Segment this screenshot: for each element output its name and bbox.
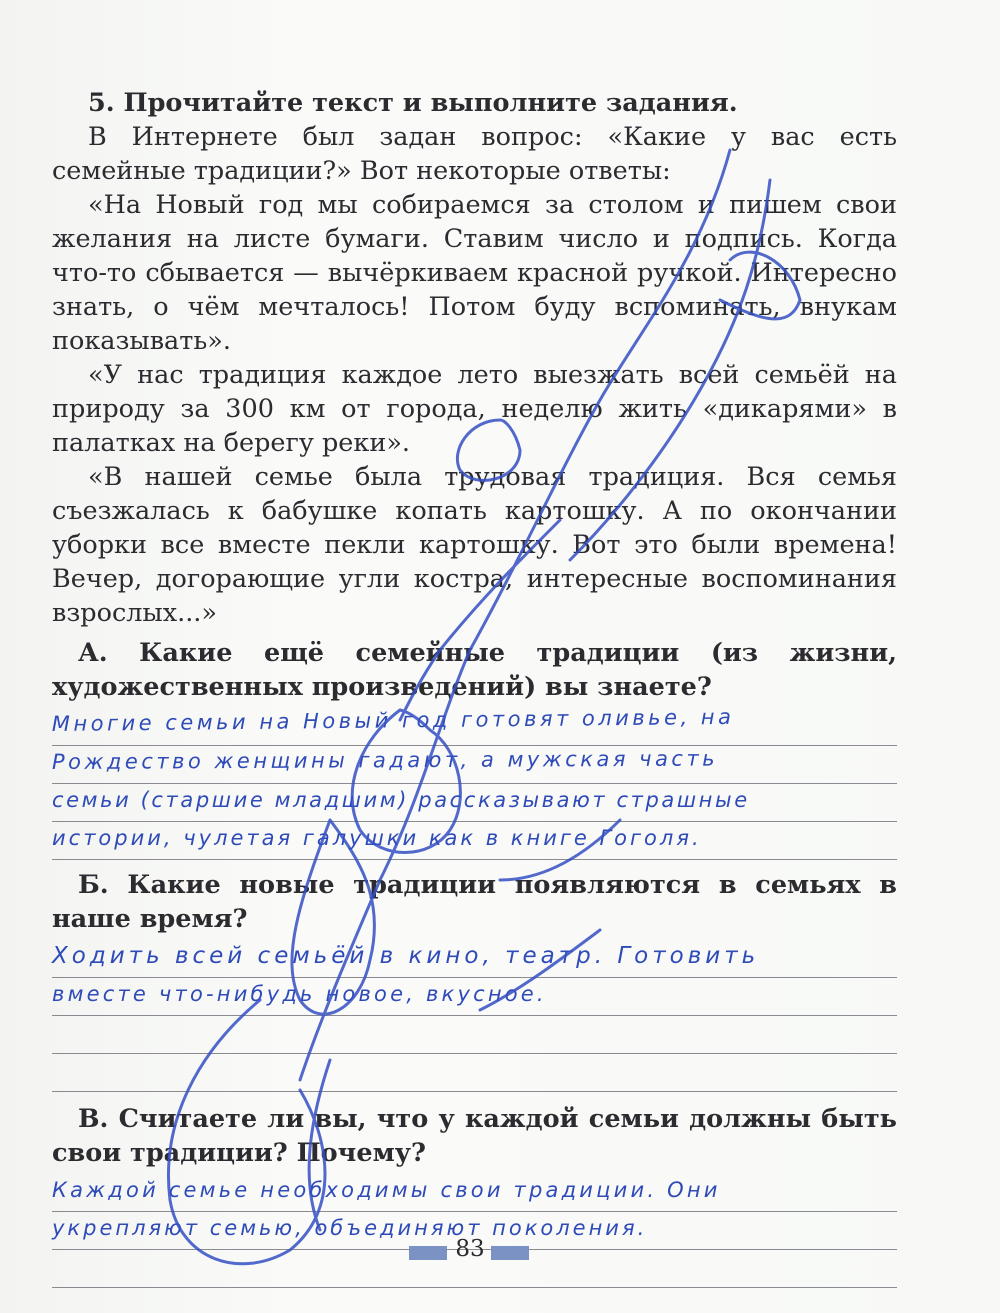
answer-line[interactable] — [52, 1174, 897, 1212]
question-a: А. Какие ещё семейные традиции (из жизни, художественных произведений) вы знаете? — [52, 638, 897, 702]
handwritten-answer: Многие семьи на Новый год готовят оливье, на — [51, 704, 735, 737]
page-footer — [409, 1236, 529, 1266]
question-v: В. Считаете ли вы, что у каждой семьи должны быть свои традиции? Почему? — [52, 1104, 897, 1168]
footer-bar-left — [409, 1246, 447, 1260]
page-content — [52, 86, 897, 1288]
task-paragraph-intro: В Интернете был задан вопрос: «Какие у вас есть семейные традиции?» Вот некоторые ответы: — [52, 122, 897, 186]
answer-line[interactable] — [52, 978, 897, 1016]
task-title: 5. Прочитайте текст и выполните задания. — [88, 88, 738, 118]
answer-line[interactable] — [52, 822, 897, 860]
answer-line[interactable] — [52, 1016, 897, 1054]
answer-line[interactable] — [51, 704, 897, 746]
handwritten-answer: укрепляют семью, объединяют поколения. — [52, 1216, 648, 1240]
handwritten-answer: Каждой семье необходимы свои традиции. Они — [52, 1178, 721, 1202]
handwritten-answer: вместе что-нибудь новое, вкусное. — [52, 982, 547, 1006]
handwritten-answer: семьи (старшие младшим) рассказывают страшные — [52, 788, 750, 812]
answer-line[interactable] — [52, 746, 897, 784]
question-b: Б. Какие новые традиции появляются в семьях в наше время? — [52, 870, 897, 934]
task-paragraph-answer-3: «В нашей семье была трудовая традиция. Вся семья съезжалась к бабушке копать картошку. А по окончании уборки все вместе пекли картошку. Вот это были времена! Вечер, догорающие угли костра, интересные воспоминания взрослых...» — [52, 462, 897, 628]
answer-b-area[interactable] — [52, 940, 897, 1092]
answer-line[interactable] — [52, 940, 897, 978]
handwritten-answer: истории, чулетая галушки как в книге Гоголя. — [52, 826, 702, 850]
handwritten-answer: Ходить всей семьёй в кино, театр. Готовить — [52, 943, 760, 969]
task-paragraph-answer-1: «На Новый год мы собираемся за столом и пишем свои желания на листе бумаги. Ставим число и подпись. Когда что-то сбывается — вычёркиваем красной ручкой. Интересно знать, о чём мечталось! Потом буду вспоминать, внукам показывать». — [52, 190, 897, 356]
answer-v-area[interactable] — [52, 1174, 897, 1288]
answer-line[interactable] — [52, 784, 897, 822]
answer-line[interactable] — [52, 1054, 897, 1092]
handwritten-answer: Рождество женщины гадают, а мужская часть — [51, 746, 719, 775]
page-number: 83 — [455, 1236, 485, 1262]
footer-bar-right — [491, 1246, 529, 1260]
answer-a-area[interactable] — [51, 704, 897, 860]
task-paragraph-answer-2: «У нас традиция каждое лето выезжать всей семьёй на природу за 300 км от города, неделю жить «дикарями» в палатках на берегу реки». — [52, 360, 897, 458]
